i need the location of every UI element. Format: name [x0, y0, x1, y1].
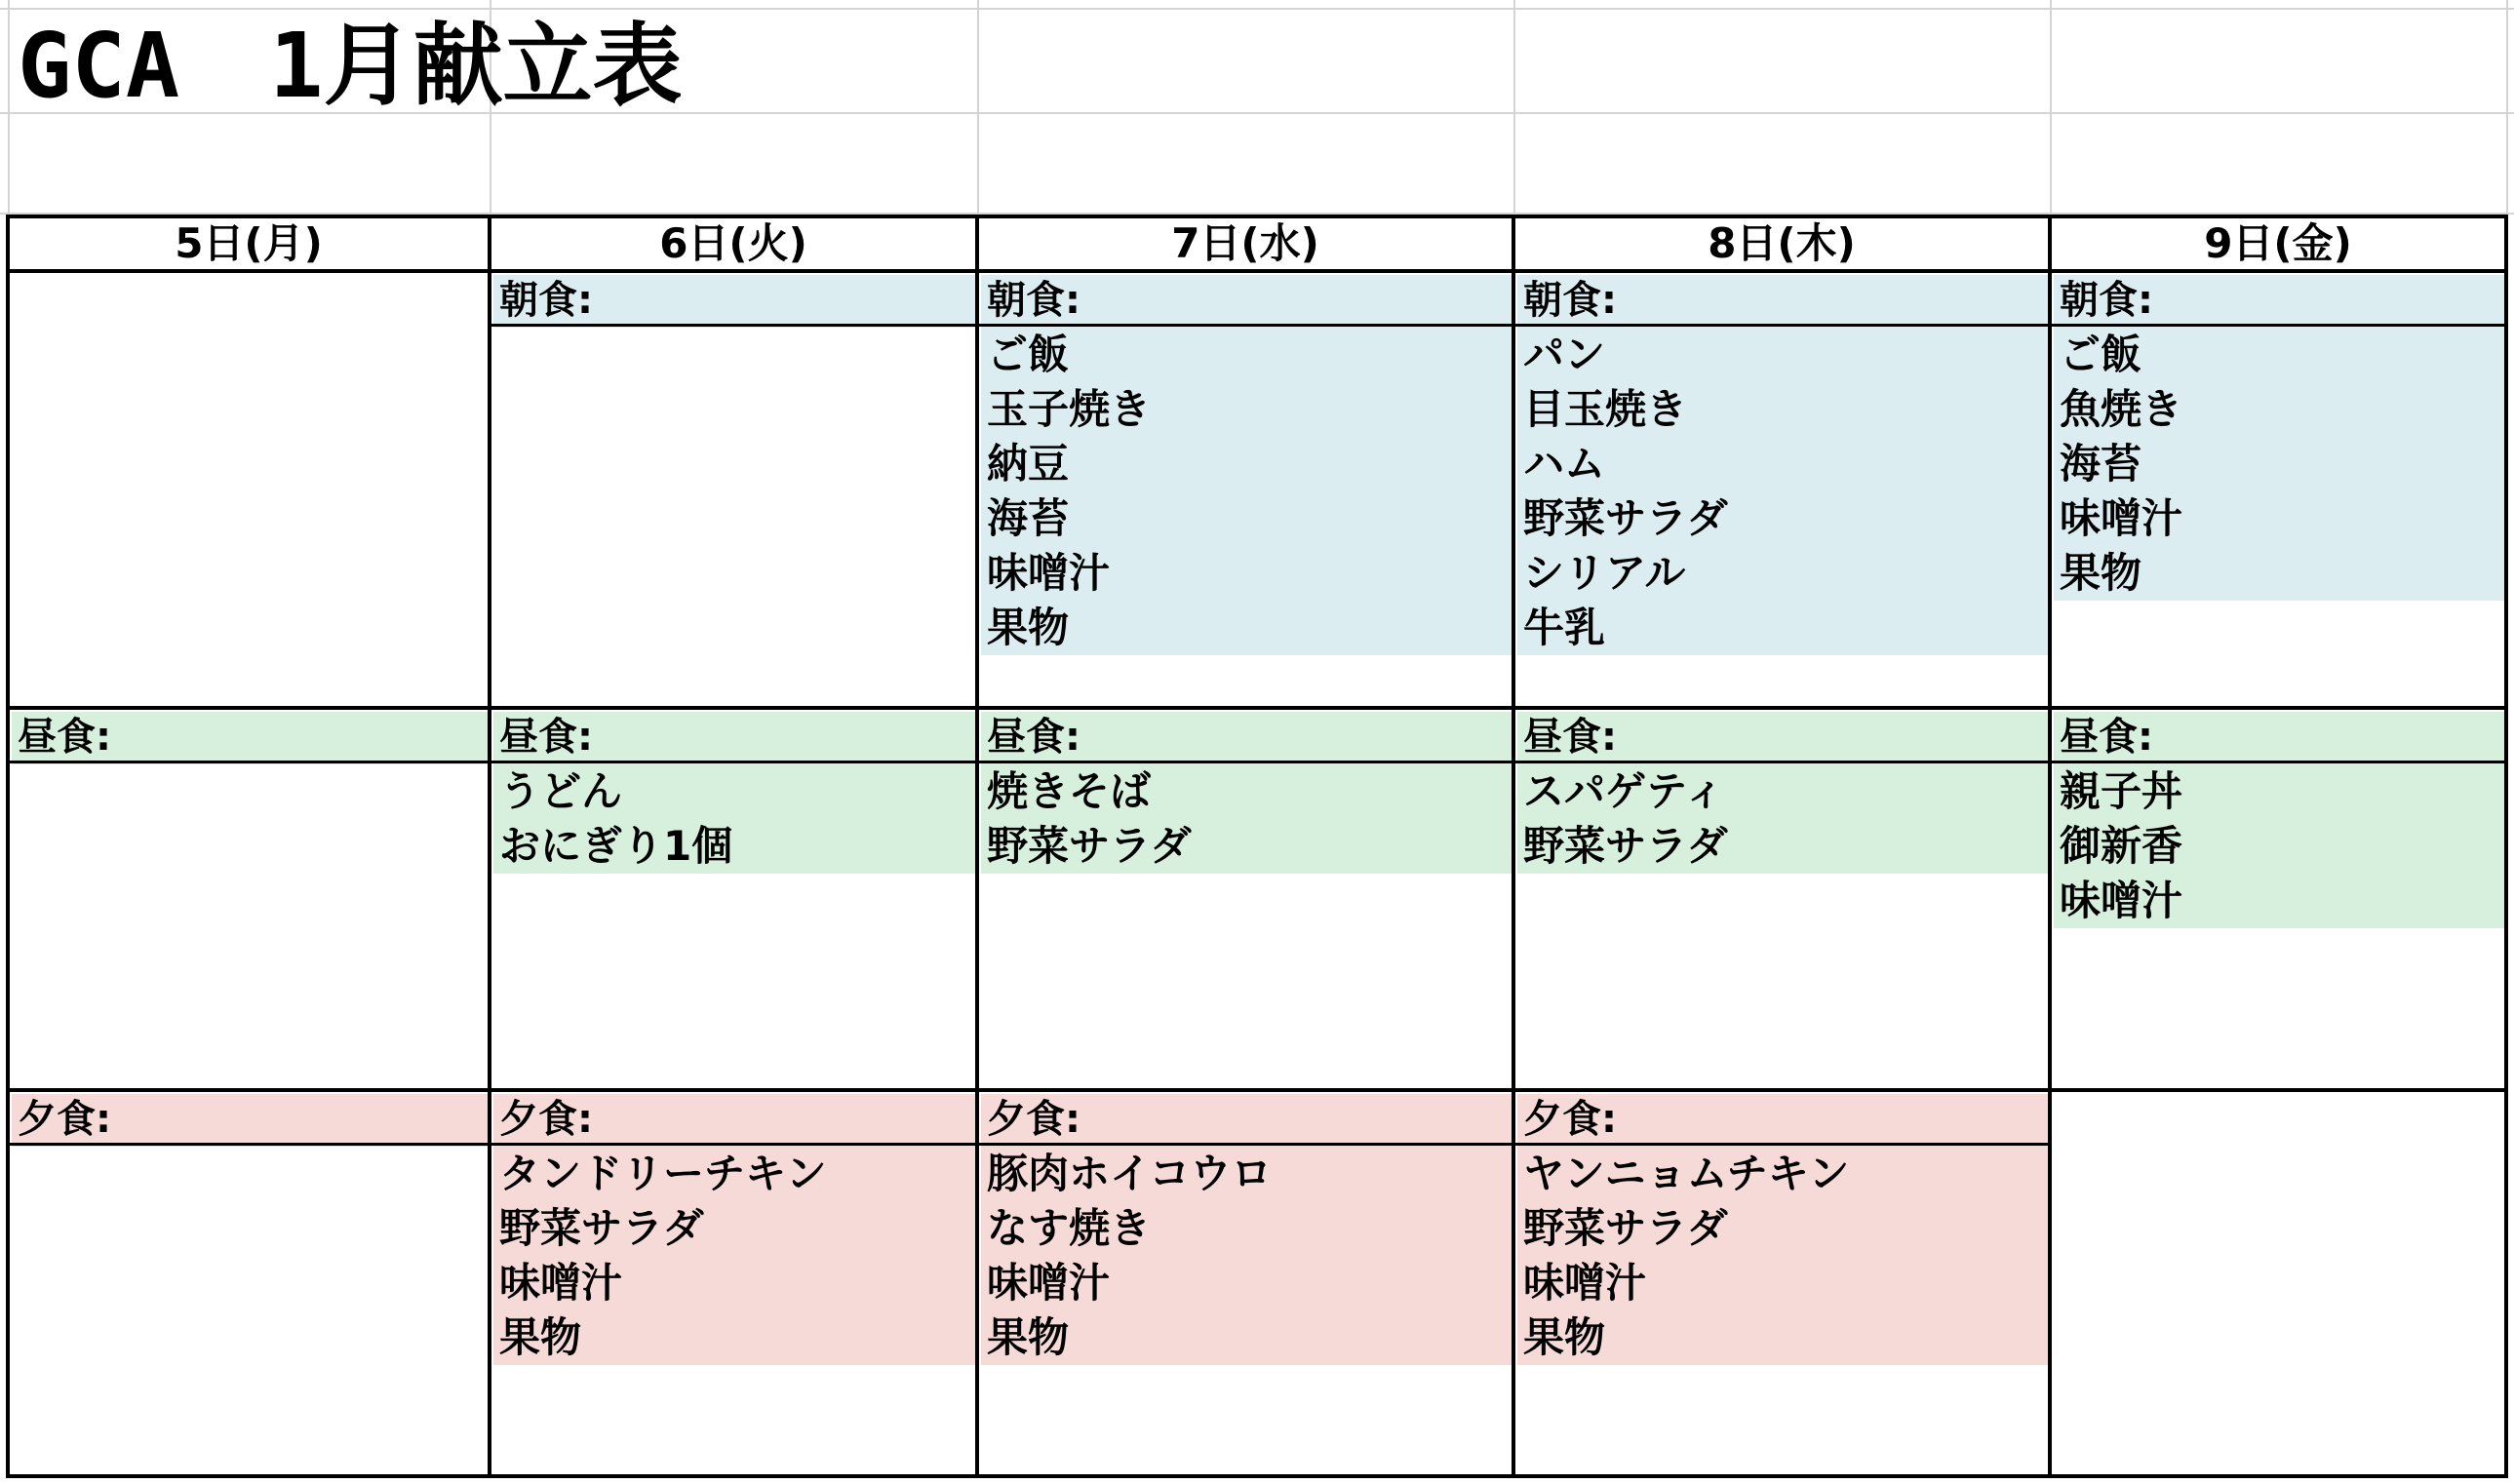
menu-item: 果物 [1523, 1313, 1606, 1361]
day-header: 6日(火) [659, 219, 807, 267]
menu-item: 野菜サラダ [1523, 494, 1728, 542]
breakfast-label: 朝食: [1523, 278, 1617, 323]
menu-item: 野菜サラダ [499, 1204, 704, 1252]
menu-item: 野菜サラダ [1523, 1204, 1728, 1252]
table-column-border [2504, 215, 2508, 1476]
day-header: 5日(月) [175, 219, 323, 267]
label-underline [8, 761, 490, 763]
menu-item: 海苔 [987, 494, 1070, 542]
dinner-label: 夕食: [1523, 1097, 1617, 1142]
menu-item: 味噌汁 [499, 1259, 623, 1307]
label-underline [977, 761, 1513, 763]
menu-item: タンドリーチキン [499, 1150, 827, 1197]
label-underline [1513, 761, 2050, 763]
spreadsheet-gridline [0, 8, 2514, 10]
menu-item: 果物 [987, 604, 1070, 651]
lunch-label: 昼食: [1523, 715, 1617, 760]
menu-item: パン [1523, 331, 1606, 378]
table-row-border [6, 269, 2508, 273]
table-column-border [488, 215, 491, 1476]
breakfast-label: 朝食: [499, 278, 593, 323]
menu-item: ご飯 [987, 331, 1070, 378]
table-row-border [6, 215, 2508, 218]
label-underline [490, 761, 977, 763]
label-underline [490, 324, 977, 327]
menu-item: ハム [1523, 440, 1606, 488]
label-underline [8, 1143, 490, 1146]
menu-item: 味噌汁 [987, 1259, 1111, 1307]
menu-item: 海苔 [2060, 440, 2142, 488]
day-header: 8日(木) [1708, 219, 1856, 267]
label-underline [2050, 761, 2506, 763]
spreadsheet-gridline [2506, 0, 2508, 213]
menu-item: 味噌汁 [1523, 1259, 1647, 1307]
menu-item: 御新香 [2060, 822, 2183, 870]
menu-item: 目玉焼き [1523, 385, 1688, 433]
spreadsheet-gridline [977, 0, 979, 213]
dinner-label: 夕食: [987, 1097, 1080, 1142]
label-underline [1513, 324, 2050, 327]
dinner-label: 夕食: [499, 1097, 593, 1142]
menu-item: 野菜サラダ [1523, 822, 1728, 870]
table-column-border [2048, 215, 2052, 1476]
lunch-label: 昼食: [18, 715, 111, 760]
table-row-border [6, 706, 2508, 710]
table-column-border [6, 215, 10, 1476]
table-column-border [975, 215, 979, 1476]
spreadsheet-gridline [8, 0, 10, 213]
menu-item: 親子丼 [2060, 767, 2183, 815]
menu-item: 牛乳 [1523, 604, 1606, 651]
label-underline [490, 1143, 977, 1146]
lunch-label: 昼食: [2060, 715, 2153, 760]
table-column-border [1512, 215, 1515, 1476]
menu-item: 豚肉ホイコウロ [987, 1150, 1273, 1197]
menu-item: おにぎり1個 [499, 822, 733, 870]
menu-item: 焼きそば [987, 767, 1152, 815]
lunch-label: 昼食: [499, 715, 593, 760]
dinner-label: 夕食: [18, 1097, 111, 1142]
lunch-label: 昼食: [987, 715, 1080, 760]
menu-item: 野菜サラダ [987, 822, 1192, 870]
menu-item: 玉子焼き [987, 385, 1152, 433]
menu-item: 味噌汁 [987, 549, 1111, 597]
menu-item: ヤンニョムチキン [1523, 1150, 1850, 1197]
menu-item: なす焼き [987, 1204, 1152, 1252]
menu-item: 果物 [987, 1313, 1070, 1361]
menu-item: 果物 [2060, 549, 2142, 597]
spreadsheet-gridline [1513, 0, 1515, 213]
table-row-border [6, 1088, 2508, 1092]
menu-item: うどん [499, 767, 623, 815]
label-underline [2050, 324, 2506, 327]
breakfast-label: 朝食: [987, 278, 1080, 323]
day-header: 9日(金) [2204, 219, 2352, 267]
menu-item: ご飯 [2060, 331, 2142, 378]
menu-item: シリアル [1523, 549, 1686, 597]
table-row-border [6, 1474, 2508, 1478]
label-underline [1513, 1143, 2050, 1146]
menu-item: スパゲティ [1523, 767, 1725, 815]
menu-item: 味噌汁 [2060, 877, 2183, 924]
menu-item: 魚焼き [2060, 385, 2183, 433]
menu-item: 果物 [499, 1313, 582, 1361]
breakfast-label: 朝食: [2060, 278, 2153, 323]
page-title: GCA 1月献立表 [18, 14, 683, 118]
label-underline [977, 324, 1513, 327]
day-header: 7日(水) [1171, 219, 1319, 267]
label-underline [977, 1143, 1513, 1146]
menu-item: 味噌汁 [2060, 494, 2183, 542]
menu-item: 納豆 [987, 440, 1070, 488]
spreadsheet-gridline [2050, 0, 2052, 213]
